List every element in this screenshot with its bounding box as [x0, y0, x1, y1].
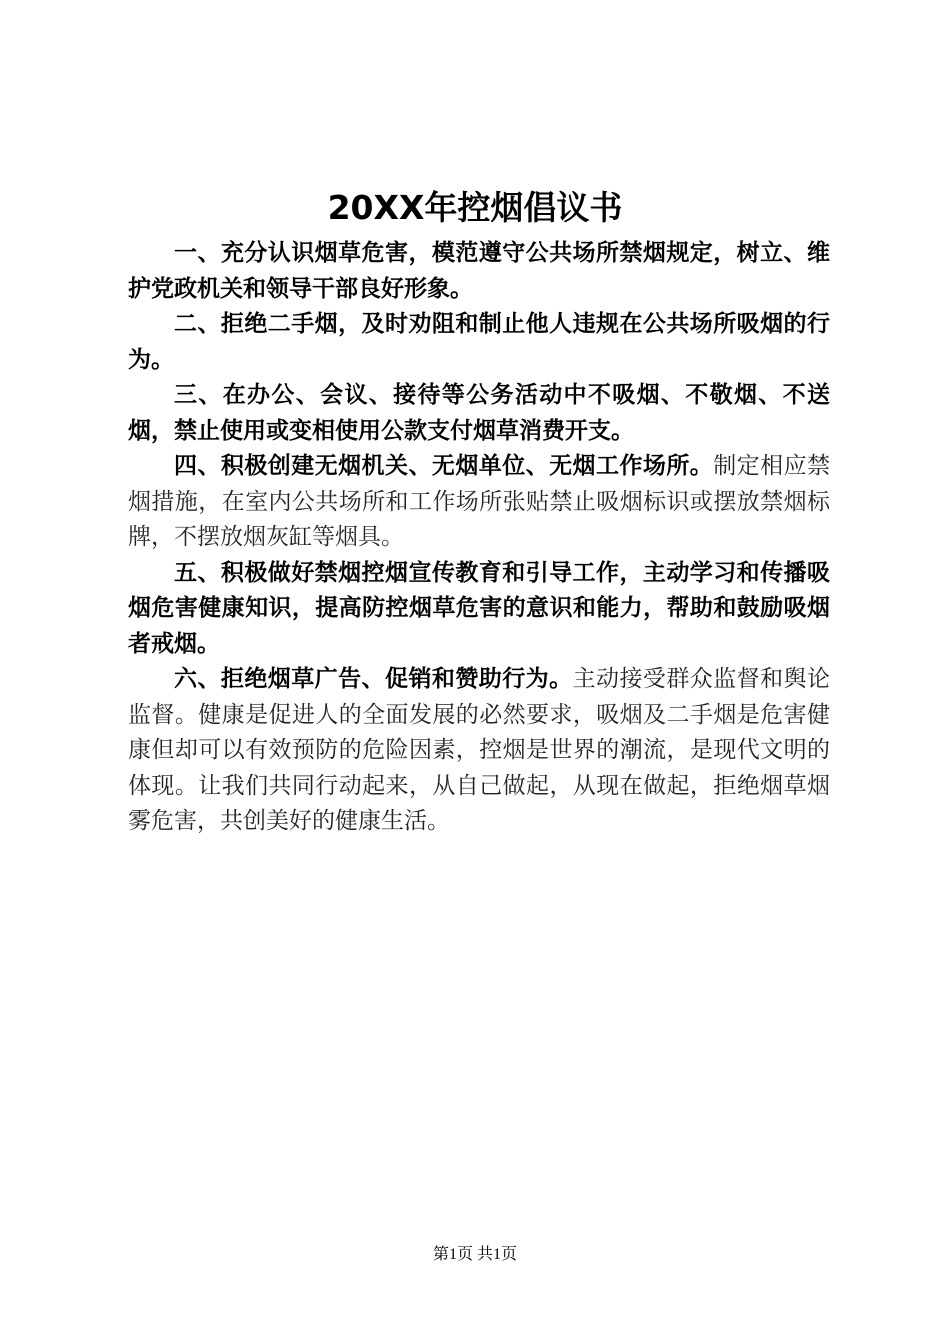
paragraph-2: [128, 307, 830, 378]
document-title: 20XX年控烟倡议书: [327, 188, 623, 227]
paragraph-1: [128, 236, 830, 307]
page-footer: 第1页 共1页: [432, 1246, 517, 1263]
paragraph-4-rest: 制定相应禁烟措施，在室内公共场所和工作场所张贴禁止吸烟标识或摆放禁烟标牌，不摆放烟灰缸等烟具。: [128, 453, 831, 550]
paragraph-4: [128, 449, 830, 556]
paragraph-6-rest: 主动接受群众监督和舆论监督。健康是促进人的全面发展的必然要求，吸烟及二手烟是危害健康但却可以有效预防的危险因素，控烟是世界的潮流，是现代文明的体现。让我们共同行动起来，从自己做起，从现在做起，拒绝烟草烟雾危害，共创美好的健康生活。: [128, 666, 831, 834]
paragraph-3: [128, 378, 830, 449]
paragraph-4-lead: 四、积极创建无烟机关、无烟单位、无烟工作场所。: [174, 453, 714, 479]
paragraph-2-lead: 二、拒绝二手烟，及时劝阻和制止他人违规在公共场所吸烟的行为。: [128, 311, 830, 373]
document-body: [128, 236, 830, 840]
paragraph-1-lead: 一、充分认识烟草危害，模范遵守公共场所禁烟规定，树立、维护党政机关和领导干部良好形象。: [128, 240, 830, 302]
paragraph-5: [128, 556, 830, 663]
paragraph-5-lead: 五、积极做好禁烟控烟宣传教育和引导工作，主动学习和传播吸烟危害健康知识，提高防控烟草危害的意识和能力，帮助和鼓励吸烟者戒烟。: [128, 559, 830, 657]
paragraph-6-lead: 六、拒绝烟草广告、促销和赞助行为。: [174, 666, 573, 692]
paragraph-3-lead: 三、在办公、会议、接待等公务活动中不吸烟、不敬烟、不送烟，禁止使用或变相使用公款支付烟草消费开支。: [128, 382, 830, 444]
paragraph-6: [128, 662, 830, 840]
